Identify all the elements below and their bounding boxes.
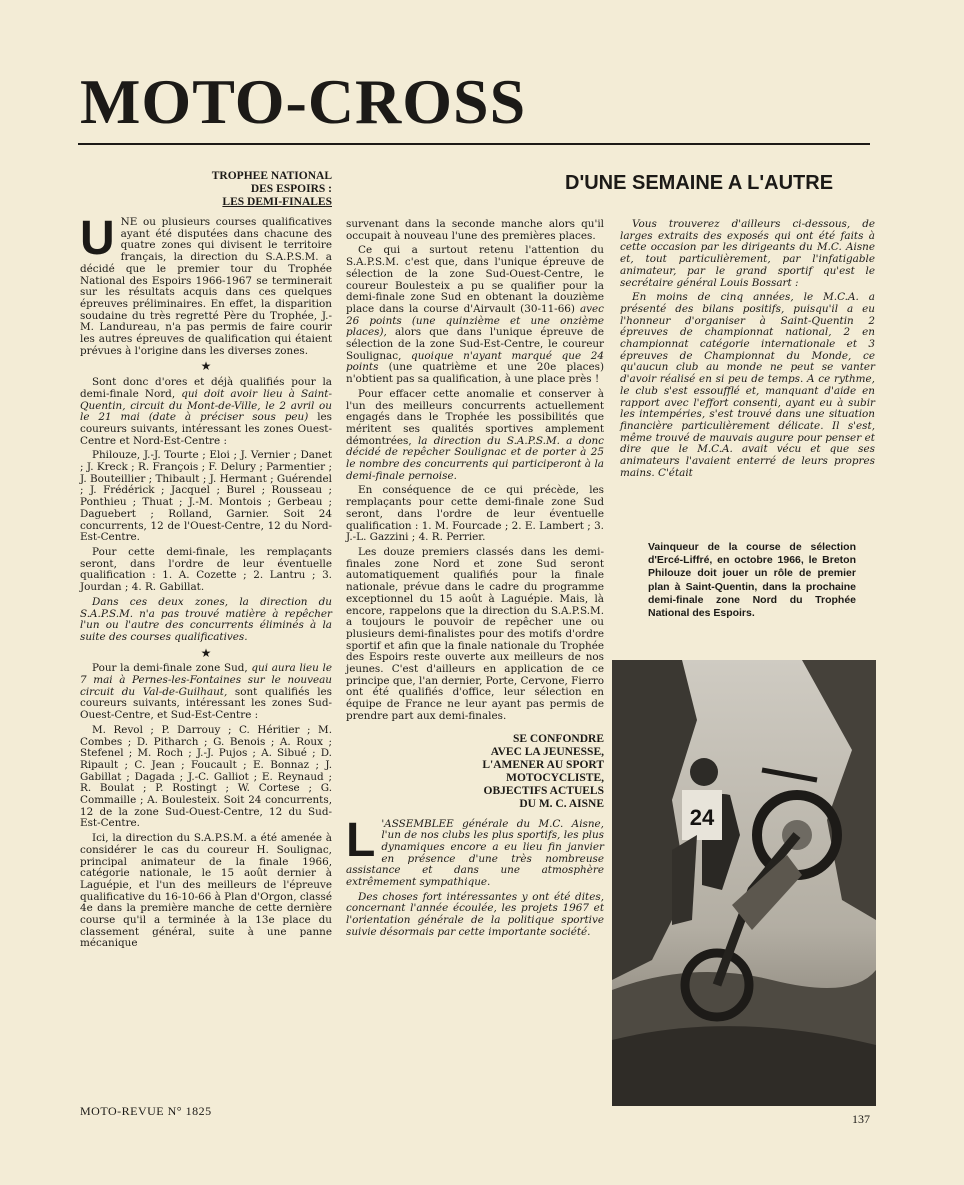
column-1 (80, 170, 332, 953)
article1-paragraph: Pour la demi-finale zone Sud, qui aura lieu le 7 mai à Pernes-les-Fontaines sur le nouveau circuit du Val-de-Guilhaut, sont qualifiés les coureurs suivants, intéressant les zones Sud-Ouest-Centre, et Sud-Est-Centre : (80, 662, 332, 722)
article1-paragraph: UNE ou plusieurs courses qualificatives ayant été disputées dans chacune des quatre zones qui divisent le territoire français, la direction du S.A.P.S.M. a décidé que le premier tour du Trophée National des Espoirs 1966-1967 se terminerait sur les résultats acquis dans ces quelques épreuves préliminaires. En effet, la disparition soudaine du très regretté Père du Trophée, J.-M. Landureau, n'a pas permis de faire courir les autres épreuves de qualification qui étaient prévues à l'origine dans les diverses zones. (80, 212, 332, 357)
bib-number: 24 (689, 805, 715, 830)
star-separator: ★ (200, 359, 212, 374)
article2-paragraph: L 'ASSEMBLEE générale du M.C. Aisne, l'un de nos clubs les plus sportifs, les plus dynamiques encore a eu lieu fin janvier en présence d'une très nombreuse assistance et dans une atmosphère extrêmement sympathique. (346, 813, 604, 889)
motocross-photo (612, 660, 876, 1106)
column-3 (620, 219, 875, 482)
article2-paragraph: Vous trouverez d'ailleurs ci-dessous, de larges extraits des exposés qui ont été faits à cette occasion par les dirigeants du M.C. Aisne et, tout particulièrement, par l'infatigable animateur, par le grand sportif qu'est le secrétaire général Louis Bossart : (620, 218, 875, 289)
article1-paragraph: Pour cette demi-finale, les remplaçants seront, dans l'ordre de leur éventuelle qualification : 1. A. Cozette ; 2. Lantru ; 3. Jourdan ; 4. R. Gabillat. (80, 545, 332, 594)
column-2 (346, 219, 604, 942)
star-separator: ★ (200, 645, 212, 660)
page-title: MOTO-CROSS (80, 66, 527, 137)
photo-caption: Vainqueur de la course de sélection d'Ercé-Liffré, en octobre 1966, le Breton Philouze doit jouer un rôle de premier plan à Saint-Quentin, dans la prochaine demi-finale zone Nord du Trophée National des Espoirs. (648, 541, 856, 620)
column2-paragraph: survenant dans la seconde manche alors qu'il occupait à nouveau l'une des premières places. (346, 218, 604, 242)
dropcap-l: L (346, 813, 376, 867)
section-subtitle: D'UNE SEMAINE A L'AUTRE (565, 172, 834, 194)
article1-paragraph: Philouze, J.-J. Tourte ; Eloi ; J. Vernier ; Danet ; J. Kreck ; R. François ; F. Delury ; Parmentier ; J. Bouteillier ; Thibault ; J. Hermant ; Guérendel ; J. Frédérick ; Jacquel ; Burel ; Rousseau ; Ponthieu ; Thuat ; J.-M. Montois ; Gerbeau ; Daguebert ; Rolland, Garnier. Soit 24 concurrents, 12 de l'Ouest-Centre, 12 du Nord-Est-Centre. (80, 449, 332, 544)
article1-paragraph: M. Revol ; P. Darrouy ; C. Héritier ; M. Combes ; D. Pitharch ; G. Benois ; A. Roux ; Stefenel ; M. Roch ; J.-J. Pujos ; A. Sibué ; D. Ripault ; C. Jean ; Foucault ; E. Bonnaz ; J. Gabillat ; Dagada ; J.-C. Galliot ; E. Reynaud ; R. Boulat ; P. Rostingt ; W. Cortese ; G. Commaille ; A. Boulesteix. Soit 24 concurrents, 12 de la zone Sud-Ouest-Centre, 12 du Sud-Est-Centre. (80, 723, 332, 830)
article1-paragraph: Sont donc d'ores et déjà qualifiés pour la demi-finale Nord, qui doit avoir lieu à Saint-Quentin, circuit du Mont-de-Ville, le 2 avril ou le 21 mai (date à préciser sous peu) les coureurs suivants, intéressant les zones Ouest-Centre et Nord-Est-Centre : (80, 376, 332, 447)
article2-paragraph: Des choses fort intéressantes y ont été dites, concernant l'année écoulée, les projets 1967 et l'orientation générale de la politique sportive suivie désormais par cette importante société. (346, 890, 604, 938)
article2-paragraph: En moins de cinq années, le M.C.A. a présenté des bilans positifs, puisqu'il a eu l'honneur d'organiser à Saint-Quentin 2 épreuves de championnat national, 2 en championnat catégorie internationale et 3 épreuves de Championnat du Monde, ce qu'aucun club au monde ne peut se vanter d'avoir réalisé en si peu de temps. A ce rythme, le club s'est essoufflé et, manquant d'aide en rapport avec l'effort consenti, ayant eu à subir les intempéries, s'est trouvé dans une situation financière particulièrement délicate. Il s'est, même trouvé de mauvais augure pour penser et dire que le M.C.A. avait vécu et que ses animateurs l'avaient enterré de leurs propres mains. C'était (620, 291, 875, 479)
column2-paragraph: En conséquence de ce qui précède, les remplaçants pour cette demi-finale zone Sud seront, dans l'ordre de leur éventuelle qualification : 1. M. Fourcade ; 2. E. Lambert ; 3. J.-L. Gazzini ; 4. R. Perrier. (346, 484, 604, 544)
article2-heading: SE CONFONDRE AVEC LA JEUNESSE, L'AMENER AU SPORT MOTOCYCLISTE, OBJECTIFS ACTUELS DU M. C. AISNE (482, 732, 604, 810)
article1-paragraph: Ici, la direction du S.A.P.S.M. a été amenée à considérer le cas du coureur H. Soulignac, principal animateur de la finale 1966, catégorie nationale, le 15 août dernier à Laguépie, et l'un des meilleurs de l'épreuve qualificative du 16-10-66 à Plan d'Orgon, classé 4e dans la première manche de cette dernière course qu'il a terminée à la 13e place du classement général, suite à une panne mécanique (80, 832, 332, 950)
article1-heading: TROPHEE NATIONAL DES ESPOIRS : LES DEMI-FINALES (211, 170, 332, 208)
title-rule (78, 143, 870, 145)
article1-paragraph: Dans ces deux zones, la direction du S.A.P.S.M. n'a pas trouvé matière à repêcher l'un ou l'autre des concurrents éliminés à la suite des courses qualificatives. (80, 595, 332, 643)
page-number: 137 (852, 1112, 870, 1126)
publication-footer: MOTO-REVUE N° 1825 (80, 1104, 212, 1118)
column2-paragraph: Pour effacer cette anomalie et conserver à l'un des meilleurs concurrents actuellement engagés dans le Trophée les possibilités que méritent ses qualités sportives amplement démontrées, la direction du S.A.P.S.M. a donc décidé de repêcher Soulignac et de porter à 25 le nombre des concurrents qui participeront à la demi-finale pernoise. (346, 387, 604, 482)
rider-jump-image (612, 660, 876, 1106)
dropcap-u: U (80, 212, 115, 265)
column2-paragraph: Ce qui a surtout retenu l'attention du S.A.P.S.M. c'est que, dans l'unique épreuve de sélection de la zone Sud-Ouest-Centre, le coureur Boulesteix a pu se qualifier pour la demi-finale zone Sud en obtenant la douzième place dans la course d'Airvault (30-11-66) avec 26 points (une quinzième et une onzième places), alors que dans l'unique épreuve de sélection de la zone Sud-Est-Centre, le coureur Soulignac, quoique n'ayant marqué que 24 points (une quatrième et une 20e places) n'obtient pas sa qualification, à une place près ! (346, 244, 604, 386)
column2-paragraph: Les douze premiers classés dans les demi-finales zone Nord et zone Sud seront automatiquement qualifiés pour la finale nationale, prévue dans le cadre du programme exceptionnel du 15 août à Laguépie. Mais, là encore, rappelons que la direction du S.A.P.S.M. a toujours le pouvoir de repêcher une ou plusieurs demi-finalistes pour des motifs d'ordre sportif et afin que la finale nationale du Trophée des Espoirs reste ouverte aux meilleurs de nos jeunes. C'est d'ailleurs en application de ce principe que, l'an dernier, Porte, Cervone, Fierro ont été qualifiés d'office, leur sélection en équipe de France ne leur ayant pas permis de prendre part aux demi-finales. (346, 545, 604, 722)
